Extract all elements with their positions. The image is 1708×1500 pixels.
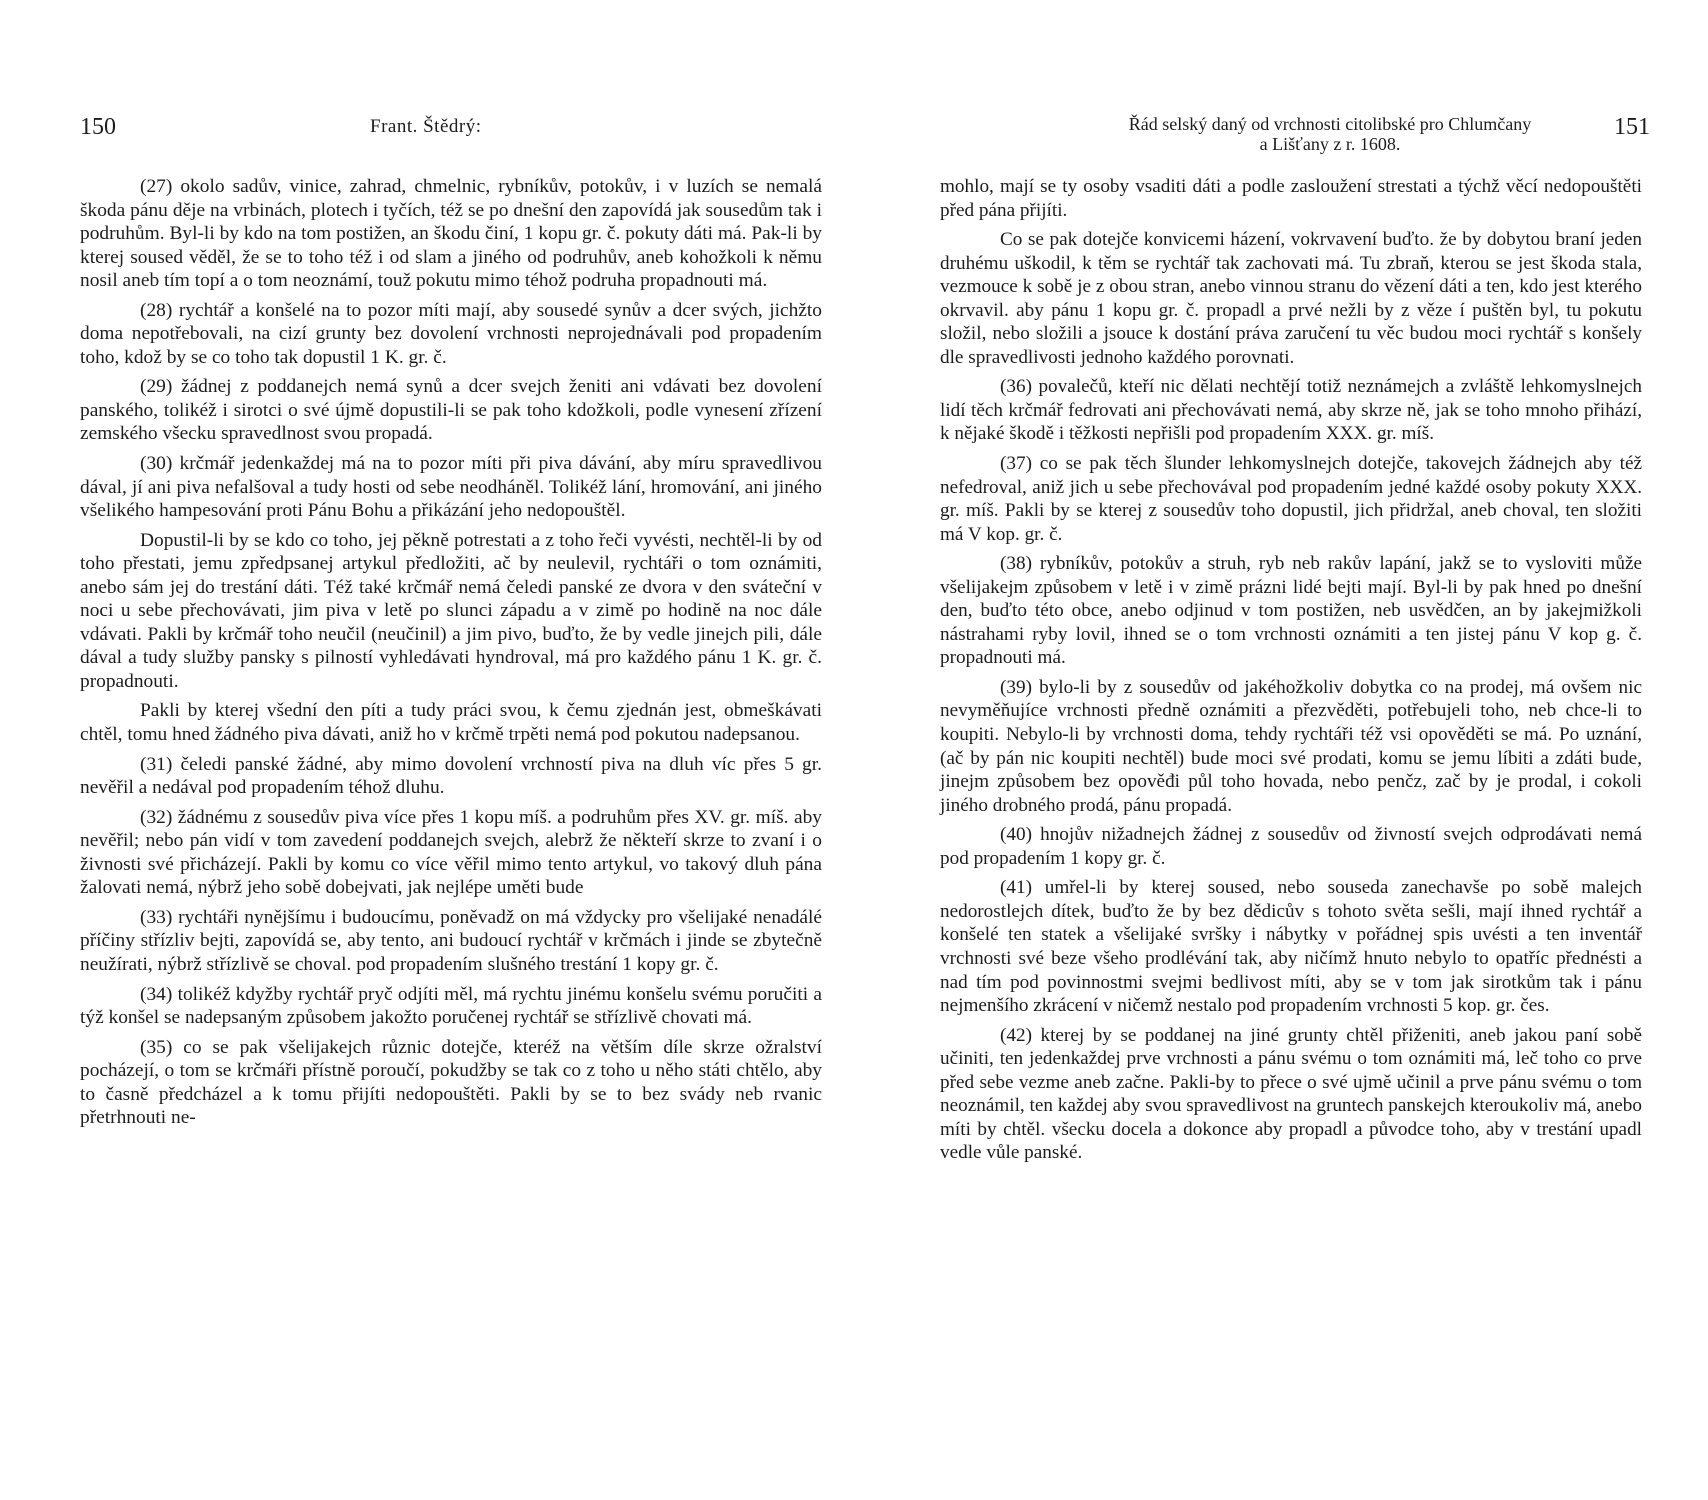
paragraph-30: (30) krčmář jedenkaždej má na to pozor míti při piva dávání, aby míru spravedlivou dával, jí ani piva nefalšoval a tudy hosti od sebe neodháněl. Tolikéž lání, hromování, ani jiného všelikého hampesování proti Pánu Bohu a přikázání jeho nedopouštěl. [80, 453, 822, 522]
paragraph-31: (31) čeledi panské žádné, aby mimo dovolení vrchností piva na dluh víc přes 5 gr. nevěřil a nedával pod propadením téhož dluhu. [80, 753, 822, 799]
paragraph-39: (39) bylo-li by z sousedův od jakéhožkoliv dobytka co na prodej, má ovšem nic nevyměňujíce vrchnosti předně oznámiti a přezvěděti, potřebujeli toho, neb chce-li to koupiti. Nebylo-li by vrchnosti doma, tehdy rychtáři též vsi opověděti se má. Po uznání, (ač by pán nic koupiti nechtěl) bude moci své prodati, komu se jemu líbiti a zdáti bude, jinejm způsobem bez opověđi půl toho hovada, nebo penčz, zač by je prodal, i cokoli jiného drobného prodá, pánu propadá. [940, 676, 1642, 816]
paragraph-28: (28) rychtář a konšelé na to pozor míti mají, aby sousedé synův a dcer svých, jichžto doma nepotřebovali, na cizí grunty bez dovolení vrchnosti neprojednávali pod propadením toho, kdož by se co toho tak dopustil 1 K. gr. č. [80, 299, 822, 368]
paragraph-30-cont-1: Dopustil-li by se kdo co toho, jej pěkně potrestati a z toho řeči vyvésti, nechtěl-li by od toho přestati, jemu zpředpsanej artykul předložiti, ač by neulevil, rychtáři o tom oznámiti, anebo sám jej do trestání dáti. Též také krčmář nemá čeledi panské ze dvora v den sváteční v noci u sebe přechovávati, jim piva v letě po slunci západu a v zimě po hodině na noc dále vdávati. Pakli by krčmář toho neučil (neučinil) a jim pivo, buďto, že by vedle jinejch pili, dále dával a tudy služby pansky s pilností vyhledávati hyndroval, má pro každého pánu 1 K. gr. č. propadnouti. [80, 529, 822, 692]
paragraph-34: (34) tolikéž kdyžby rychtář pryč odjíti měl, má rychtu jinému konšelu svému poručiti a týž konšel se nadepsaným způsobem jakožto poručenej rychtář se střízlivě chovati má. [80, 983, 822, 1029]
page-number: 150 [80, 114, 116, 140]
paragraph-40: (40) hnojův nižadnejch žádnej z sousedův od živností svejch odprodávati nemá pod propadením 1 kopy gr. č. [940, 824, 1642, 869]
page-number: 151 [1614, 114, 1650, 140]
paragraph-38: (38) rybníkův, potokův a struh, ryb neb rakův lapání, jakž se to vysloviti může všelijakejm způsobem v letě i v zimě prázni lidé bejti mají. Byl-li by pak hned po dnešní den, buďto této obce, anebo odjinud v tom postižen, neb usvědčen, an by jakejmižkoli nástrahami ryby lovil, ihned se o tom vrchnosti oznámiti a ten jistej pánu V kop g. č. propadnouti má. [940, 553, 1642, 669]
paragraph-29: (29) žádnej z poddanejch nemá synů a dcer svejch ženiti ani vdávati bez dovolení panského, tolikéž i sirotci o své újmě dopustili-li se pak toho kdožkoli, podle vynesení zřízení zemského všecku spravedlnost svou propadá. [80, 376, 822, 445]
page-body [940, 175, 1642, 1171]
paragraph-35-cont: mohlo, mají se ty osoby vsaditi dáti a podle zasloužení strestati a týchž věcí nedopouštěti před pána přijíti. [940, 176, 1642, 221]
paragraph-42: (42) kterej by se poddanej na jiné grunty chtěl přiženiti, aneb jakou paní sobě učiniti, ten jedenkaždej prve vrchnosti a pánu svému o tom oznámiti má, leč toho co prve před sebe vezme aneb začne. Pakli-by to přece o své ujmě učinil a prve pánu svému o tom neoznámil, ten každej aby svou spravedlivost na gruntech panskejch kteroukoliv má, anebo míti by chtěl. všecku docela a dokonce aby propadl a původce toho, aby v trestání upadl vedle vůle panské. [940, 1024, 1642, 1164]
paragraph-33: (33) rychtáři nynějšímu i budoucímu, poněvadž on má vždycky pro všelijaké nenadálé příčiny střízliv bejti, zapovídá se, aby tento, ani budoucí rychtář v krčmách i jinde se zbytečně neužírati, nýbrž střízlivě se choval. pod propadením slušného trestání 1 kopy gr. č. [80, 906, 822, 975]
running-head-line-1: Řád selský daný od vrchnosti citolibské pro Chlumčany [1128, 114, 1532, 134]
paragraph-30-cont-2: Pakli by kterej všední den píti a tudy práci svou, k čemu zjednán jest, obmeškávati chtěl, tomu hned žádného piva dávati, aniž ho v krčmě trpěti nemá pod pokutou nadepsanou. [80, 700, 822, 746]
paragraph-32: (32) žádnému z sousedův piva více přes 1 kopu míš. a podruhům přes XV. gr. míš. aby nevěřil; nebo pán vidí v tom zavedení poddanejch svejch, alebrž že někteří skrze to zvaní i o živnosti své přicházejí. Pakli by komu co více věřil mimo tento artykul, vo takový dluh pána žalovati nemá, nýbrž jeho sobě dobejvati, jak nejlépe uměti bude [80, 806, 822, 899]
paragraph-35-cont-2: Co se pak dotejče konvicemi házení, vokrvavení buďto. že by dobytou braní jeden druhému uškodil, k těm se rychtář tak zachovati má. Tu zbraň, kterou se jest škoda stala, vezmouce k sobě je z obou stran, anebo vinnou stranu do vězení dáti a ten, kdo jest kterého okrvavil. aby pánu 1 kopu gr. č. propadl a prvé nežli by z věze í puštěn byl, tu pokutu složil, nebo složili a jsouce k dostání práva zaručení tu věc budou moci rychtář s konšely dle spravedlivosti jednoho každého porovnati. [940, 229, 1642, 368]
paragraph-37: (37) co se pak těch šlunder lehkomyslnejch dotejče, takovejch žádnejch aby též nefedroval, aniž jich u sebe přechovával pod propadením jedné každé osoby pokuty XXX. gr. míš. Pakli by se kterej z sousedův toho dopustil, jich přidržal, aneb choval, ten složiti má V kop. gr. č. [940, 453, 1642, 545]
running-head [1120, 114, 1540, 154]
paragraph-41: (41) umřel-li by kterej soused, nebo souseda zanechavše po sobě malejch nedorostlejch dítek, buďto že by bez dědicův s tohoto světa sešli, mají ihned rychtář a konšelé ten statek a všelijaké svršky i nábytky v pořádnej spis uvésti a ten inventář vrchnosti své beze všeho prodlévání tak, aby ničímž hnuto nebylo to opatříc přednésti a nad tím pod povinnostmi svejmi bedlivost míti, aby se v tom jak sirotkům tak i pánu nejmenšího zkrácení v ničemž nestalo pod propadením vrchnosti 5 kop. gr. čes. [940, 877, 1642, 1017]
paragraph-27: (27) okolo sadův, vinice, zahrad, chmelnic, rybníkův, potokův, i v luzích se nemalá škoda pánu děje na vrbinách, plotech i tyčích, též se po dnešní den zapovídá jak sousedům tak i podruhům. Byl-li by kdo na tom postižen, an škodu činí, 1 kopu gr. č. pokuty dáti má. Pak-li by kterej soused věděl, že se to toho též i od slam a jiného od podruhův, aneb kohožkoli k němu nosil aneb tím topí a o tom neoznámí, touž pokutu mimo téhož podruha propadnouti má. [80, 176, 822, 292]
paragraph-36: (36) povalečů, kteří nic dělati nechtějí totiž neznámejch a zvláště lehkomyslnejch lidí těch krčmář fedrovati ani přechovávati nemá, aby skrze ně, jak se toho mnoho přihází, k nějaké škodě i těžkosti nepřišli pod propadením XXX. gr. míš. [940, 376, 1642, 445]
paragraph-35: (35) co se pak všelijakejch různic dotejče, kteréž na větším díle skrze ožralství pocházejí, o tom se krčmáři přístně poroučí, pokudžby se tak co z toho u něho státi chtělo, aby to časně předcházel a k tomu přijíti nedopouštěti. Pakli by se to bez svády neb rvanic přetrhnouti ne- [80, 1036, 822, 1129]
running-head: Frant. Štědrý: [370, 116, 482, 137]
running-head-line-2: a Lišťany z r. 1608. [1259, 134, 1401, 154]
page-body [80, 175, 822, 1136]
